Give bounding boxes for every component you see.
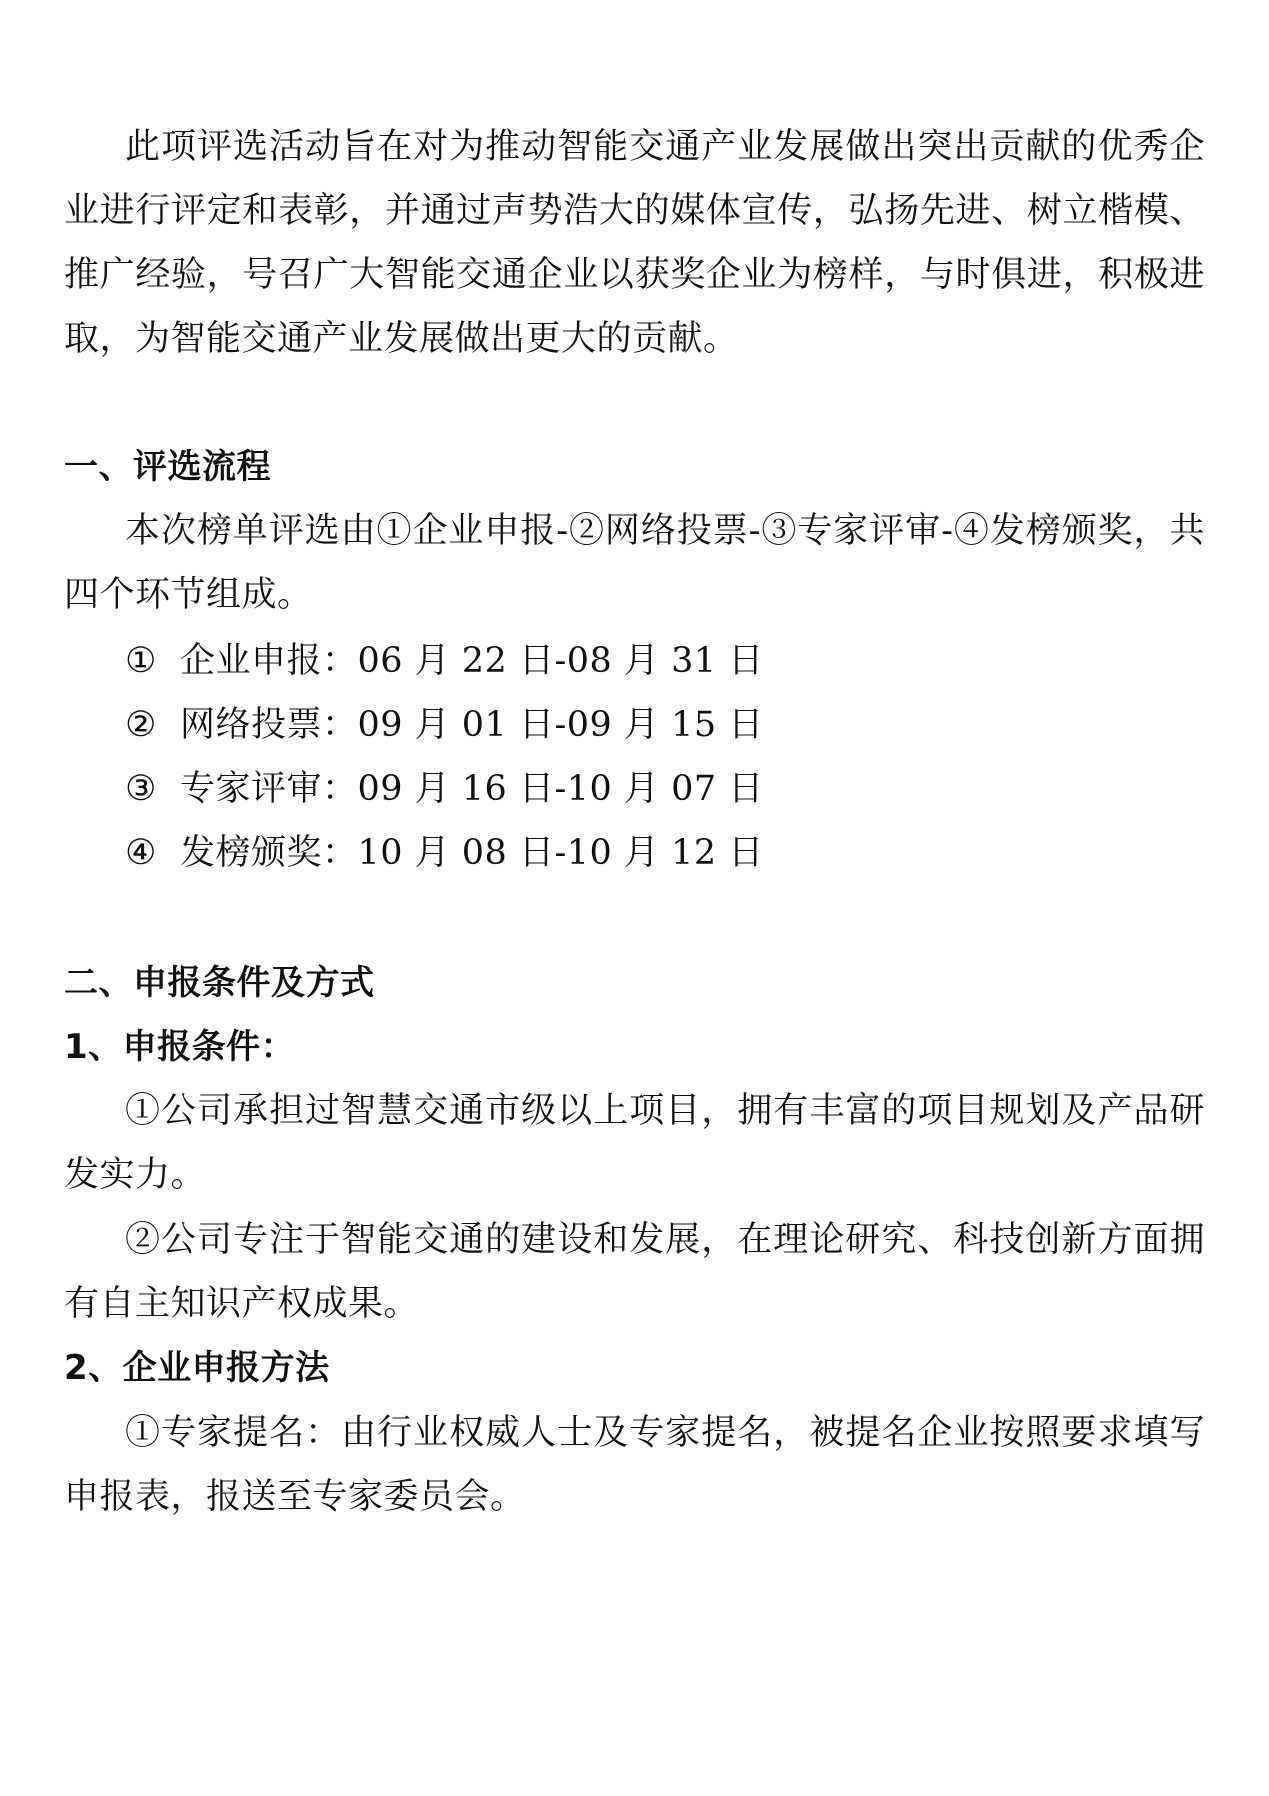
intro-line-3: 推广经验，号召广大智能交通企业以获奖企业为榜样，与时俱进，积极进 [64,255,1205,295]
schedule-item [125,768,764,810]
schedule-item [125,640,764,682]
schedule-item [125,704,764,746]
method-1-line-1: ①专家提名：由行业权威人士及专家提名，被提名企业按照要求填写 [125,1413,1205,1453]
schedule-item [125,832,764,874]
schedule-number: ① [125,641,157,681]
condition-1-line-1: ①公司承担过智慧交通市级以上项目，拥有丰富的项目规划及产品研 [125,1091,1205,1131]
intro-line-1: 此项评选活动旨在对为推动智能交通产业发展做出突出贡献的优秀企 [125,127,1205,167]
schedule-number: ② [125,705,157,745]
subsection-1-heading: 1、申报条件： [64,1027,296,1067]
section-2-heading: 二、申报条件及方式 [64,963,375,1003]
schedule-text: 网络投票：09 月 01 日-09 月 15 日 [180,705,764,745]
schedule-text: 专家评审：09 月 16 日-10 月 07 日 [180,769,764,809]
section-1-heading: 一、评选流程 [64,447,271,487]
schedule-number: ③ [125,769,157,809]
intro-line-4: 取，为智能交通产业发展做出更大的贡献。 [64,319,739,359]
condition-1-line-2: 发实力。 [64,1155,207,1195]
subsection-2-heading: 2、企业申报方法 [64,1348,330,1388]
section-1-desc-line-1: 本次榜单评选由①企业申报-②网络投票-③专家评审-④发榜颁奖，共 [125,511,1205,551]
schedule-text: 发榜颁奖：10 月 08 日-10 月 12 日 [180,833,764,873]
condition-2-line-1: ②公司专注于智能交通的建设和发展，在理论研究、科技创新方面拥 [125,1220,1205,1260]
condition-2-line-2: 有自主知识产权成果。 [64,1284,420,1324]
intro-line-2: 业进行评定和表彰，并通过声势浩大的媒体宣传，弘扬先进、树立楷模、 [64,191,1205,231]
method-1-line-2: 申报表，报送至专家委员会。 [64,1477,526,1517]
section-1-desc-line-2: 四个环节组成。 [64,575,313,615]
schedule-number: ④ [125,833,157,873]
schedule-text: 企业申报：06 月 22 日-08 月 31 日 [180,641,764,681]
